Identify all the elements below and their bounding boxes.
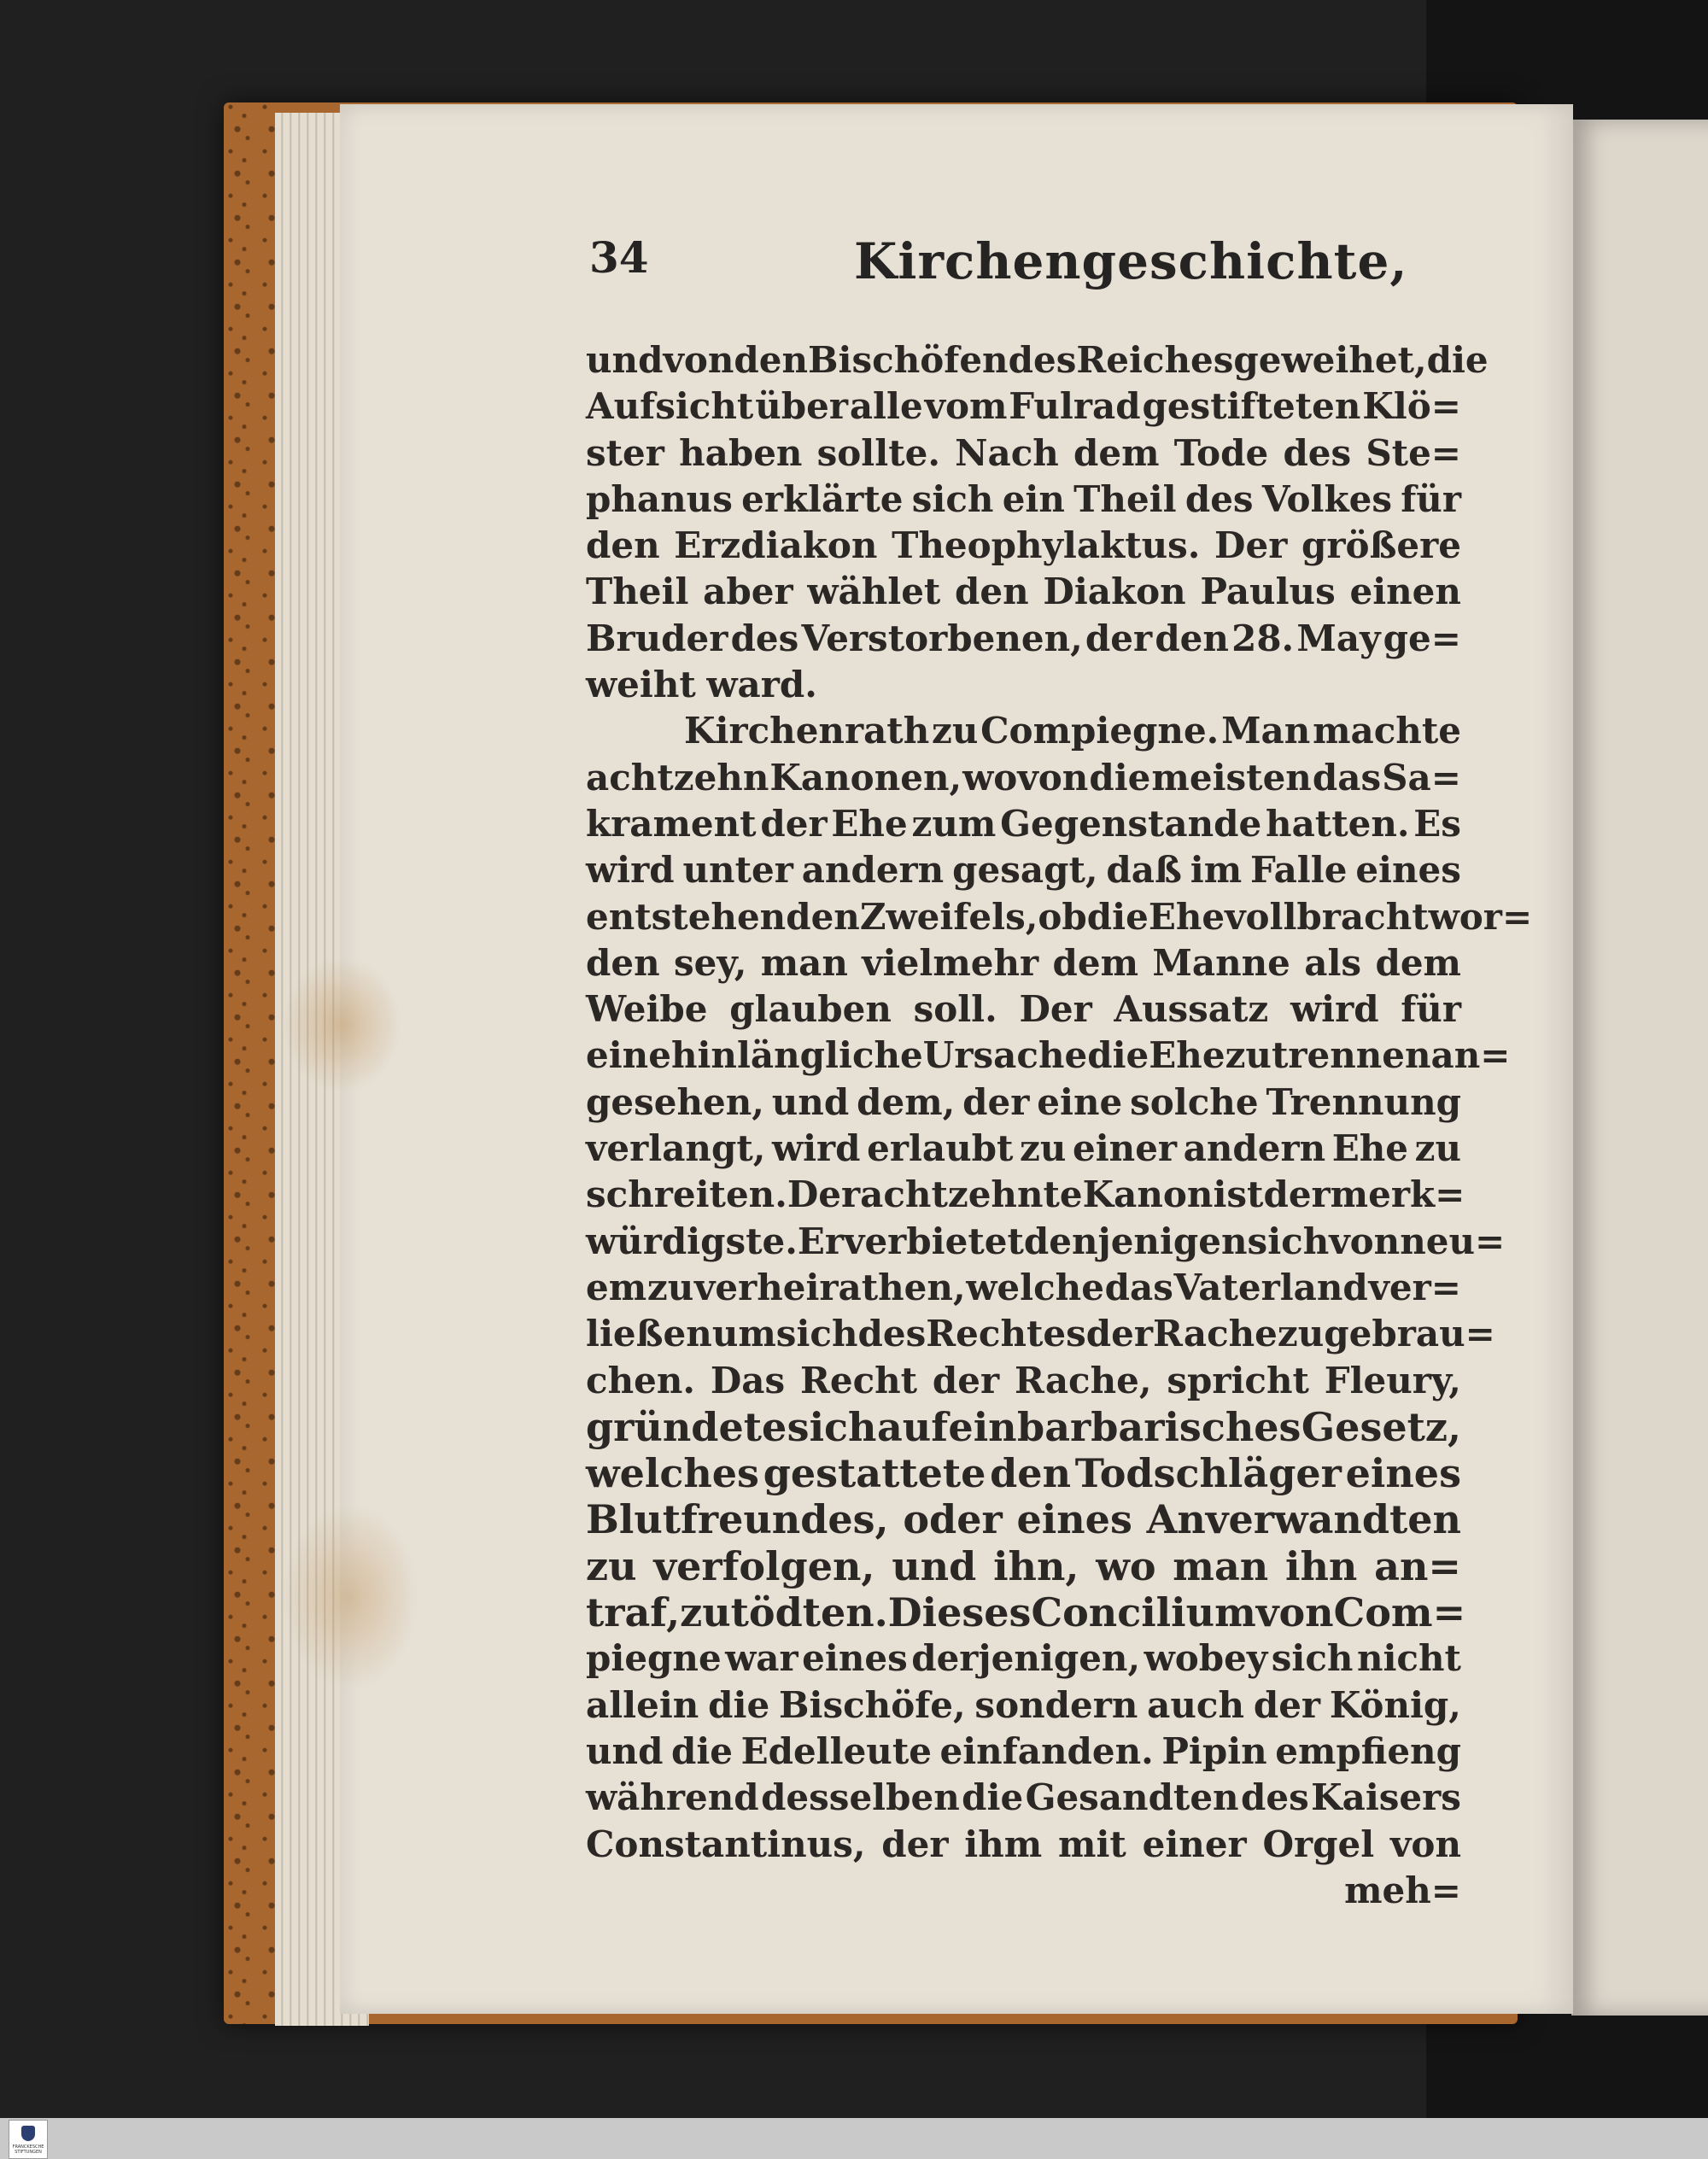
word: zu xyxy=(1414,1127,1461,1170)
text-line xyxy=(586,986,1461,1033)
word: merk= xyxy=(1330,1173,1465,1216)
word: einer xyxy=(1073,1127,1178,1170)
word: tödten. xyxy=(730,1589,888,1636)
word: weiht xyxy=(586,664,696,706)
word: Verstorbenen, xyxy=(801,617,1083,659)
word: ob xyxy=(1038,895,1087,938)
word: für xyxy=(1401,988,1461,1031)
word: das xyxy=(1312,756,1382,799)
page-stain xyxy=(282,957,401,1093)
text-line xyxy=(586,1635,1461,1682)
word: Anverwandten xyxy=(1146,1496,1461,1543)
text-line xyxy=(586,1404,1461,1450)
word: ihm xyxy=(964,1823,1043,1865)
word: gestattete xyxy=(763,1450,986,1497)
word: die xyxy=(1087,1034,1149,1077)
word: Manne xyxy=(1152,941,1290,984)
word: eines xyxy=(1345,1450,1461,1497)
word: ihn xyxy=(1285,1542,1358,1589)
logo-caption: FRANCKESCHE STIFTUNGEN xyxy=(12,2144,44,2155)
page-number: 34 xyxy=(589,232,649,283)
text-line xyxy=(586,1729,1461,1775)
text-line xyxy=(586,940,1461,986)
word: solche xyxy=(1130,1080,1259,1123)
page-stain xyxy=(282,1503,418,1691)
word: meisten xyxy=(1151,756,1312,799)
word: zu xyxy=(1277,1313,1325,1355)
word: dem xyxy=(1073,431,1160,474)
text-line xyxy=(586,477,1461,523)
word: barbarisches xyxy=(1017,1403,1301,1450)
text-line xyxy=(586,708,1461,754)
word: Recht xyxy=(799,1359,918,1401)
word: alle xyxy=(849,385,923,428)
word: gesagt, xyxy=(952,849,1098,892)
catchword: meh= xyxy=(1344,1869,1461,1911)
text-line xyxy=(586,847,1461,893)
word: Kaisers xyxy=(1311,1776,1461,1819)
word: Ehe xyxy=(1149,1034,1225,1077)
word: traf, xyxy=(586,1589,681,1636)
word: und xyxy=(892,1542,977,1589)
word: eines xyxy=(802,1637,908,1680)
word: die xyxy=(1426,339,1489,381)
word: den xyxy=(734,339,809,381)
word: Rechtes xyxy=(926,1313,1086,1355)
word: sich xyxy=(775,1313,858,1355)
word: hinlängliche xyxy=(670,1034,923,1077)
word: den xyxy=(1155,617,1229,659)
word: derjenigen, xyxy=(911,1637,1141,1680)
word: der xyxy=(1253,1683,1321,1726)
word: dem xyxy=(1375,941,1461,984)
word: auch xyxy=(1147,1683,1245,1726)
word: Fleury, xyxy=(1324,1359,1461,1401)
word: Theil xyxy=(1073,477,1177,520)
word: Das xyxy=(710,1359,786,1401)
word: wo xyxy=(1096,1542,1156,1589)
word: machte xyxy=(1313,710,1461,752)
word: ist xyxy=(1213,1173,1264,1216)
word: die xyxy=(1086,895,1149,938)
text-line xyxy=(586,1172,1465,1218)
word: dem, xyxy=(857,1080,956,1123)
word: Edelleute xyxy=(740,1729,932,1772)
text-line xyxy=(586,894,1533,940)
word: Constantinus, xyxy=(586,1823,866,1865)
word: sollte. xyxy=(816,431,940,474)
word: Rache, xyxy=(1014,1359,1152,1401)
word: wobey xyxy=(1144,1637,1268,1680)
word: Bischöfe, xyxy=(778,1683,966,1726)
viewer-bottom-bar xyxy=(0,2118,1708,2159)
word: Paulus xyxy=(1200,570,1336,613)
word: achtzehnte xyxy=(860,1173,1083,1216)
word: von xyxy=(1390,1823,1461,1865)
word: wor= xyxy=(1428,895,1533,938)
text-line xyxy=(586,1311,1495,1357)
word: ster xyxy=(586,431,664,474)
body-text xyxy=(586,337,1533,1914)
word: Bruder xyxy=(586,617,728,659)
word: Ehe xyxy=(831,802,908,845)
word: vollbracht xyxy=(1225,895,1429,938)
word: wird xyxy=(771,1127,861,1170)
word: Ursache xyxy=(922,1034,1088,1077)
word: unter xyxy=(682,849,793,892)
text-line xyxy=(586,569,1461,615)
word: geweihet, xyxy=(1233,339,1427,381)
word: Orgel xyxy=(1262,1823,1375,1865)
word: während xyxy=(586,1776,759,1819)
word: die xyxy=(708,1683,770,1726)
word: gebrau= xyxy=(1324,1313,1495,1355)
word: eines xyxy=(1355,849,1461,892)
word: der xyxy=(1263,1173,1331,1216)
word: allein xyxy=(586,1683,699,1726)
word: Aussatz xyxy=(1114,988,1269,1031)
word: auf xyxy=(876,1403,948,1450)
word: sich xyxy=(911,477,994,520)
word: von xyxy=(1255,1589,1334,1636)
text-line xyxy=(586,1358,1461,1404)
word: Weibe xyxy=(586,988,708,1031)
word: welches xyxy=(586,1450,759,1497)
word: des xyxy=(1240,1776,1309,1819)
word: oder xyxy=(903,1496,1003,1543)
word: trennen xyxy=(1271,1034,1431,1077)
word: Ste= xyxy=(1366,431,1461,474)
word: verbietet xyxy=(844,1220,1024,1262)
word: man xyxy=(760,941,848,984)
text-line xyxy=(586,1080,1461,1126)
word: von xyxy=(1329,1220,1401,1262)
word: May xyxy=(1296,617,1381,659)
word: sich xyxy=(787,1403,877,1450)
word: zu xyxy=(1020,1127,1067,1170)
word: sich xyxy=(1247,1220,1330,1262)
word: sich xyxy=(1271,1637,1354,1680)
word: Bischöfen xyxy=(808,339,1009,381)
word: Theil xyxy=(586,570,689,613)
word: der xyxy=(760,802,828,845)
word: empfieng xyxy=(1275,1729,1461,1772)
word: und xyxy=(771,1080,850,1123)
word: man xyxy=(1173,1542,1269,1589)
word: des xyxy=(1008,339,1077,381)
word: zum xyxy=(911,802,997,845)
word: und xyxy=(586,339,664,381)
word: um xyxy=(711,1313,776,1355)
word: em xyxy=(586,1266,647,1308)
word: den xyxy=(955,570,1029,613)
word: war xyxy=(725,1637,798,1680)
text-line xyxy=(586,1126,1461,1172)
text-line xyxy=(586,1219,1506,1265)
word: verfolgen, xyxy=(653,1542,875,1589)
word: und xyxy=(586,1729,664,1772)
word: phanus xyxy=(586,477,733,520)
word: des xyxy=(1184,477,1254,520)
word: des xyxy=(1283,431,1352,474)
word: Kanon xyxy=(1082,1173,1214,1216)
word: Tode xyxy=(1173,431,1269,474)
word: einen xyxy=(1349,570,1461,613)
word: von xyxy=(663,339,734,381)
word: des xyxy=(730,617,799,659)
word: die xyxy=(670,1729,734,1772)
word: Ehe xyxy=(1331,1127,1409,1170)
word: größere xyxy=(1301,524,1461,567)
text-line xyxy=(586,383,1461,430)
word: Kanonen, xyxy=(769,756,962,799)
word: ein xyxy=(948,1403,1017,1450)
word: Es xyxy=(1413,802,1461,845)
crest-icon xyxy=(21,2126,35,2141)
word: Rache xyxy=(1152,1313,1278,1355)
word: Gegenstande xyxy=(1000,802,1262,845)
word: ihn, xyxy=(993,1542,1079,1589)
word: König, xyxy=(1329,1683,1461,1726)
word: einfanden. xyxy=(939,1729,1154,1772)
text-line xyxy=(586,662,1461,708)
word: andern xyxy=(1183,1127,1326,1170)
word: Concilium xyxy=(1031,1589,1256,1636)
word: Falle xyxy=(1250,849,1348,892)
word: Reiches xyxy=(1076,339,1234,381)
word: welche xyxy=(966,1266,1104,1308)
text-line xyxy=(586,1822,1461,1868)
word: nicht xyxy=(1356,1637,1461,1680)
word: daß xyxy=(1106,849,1182,892)
word: als xyxy=(1304,941,1362,984)
word: glauben xyxy=(729,988,892,1031)
word: Compiegne. xyxy=(980,710,1220,752)
word: vielmehr xyxy=(862,941,1039,984)
word: für xyxy=(1401,477,1461,520)
page-header xyxy=(589,232,1408,309)
word: wovon xyxy=(962,756,1089,799)
word: gestifteten xyxy=(1142,385,1361,428)
word: aber xyxy=(703,570,793,613)
word: Der xyxy=(787,1173,861,1216)
word: ge= xyxy=(1383,617,1461,659)
word: entstehenden xyxy=(586,895,860,938)
word: spricht xyxy=(1167,1359,1309,1401)
word: ein xyxy=(1002,477,1065,520)
word: das xyxy=(1104,1266,1173,1308)
text-line xyxy=(586,1033,1511,1079)
text-line xyxy=(586,755,1461,801)
word: chen. xyxy=(586,1359,695,1401)
word: denjenigen xyxy=(1023,1220,1248,1262)
word: der xyxy=(881,1823,949,1865)
text-line xyxy=(586,1450,1461,1496)
word: Dieses xyxy=(887,1589,1032,1636)
word: desselben xyxy=(761,1776,960,1819)
word: einer xyxy=(1142,1823,1247,1865)
word: Vaterland xyxy=(1173,1266,1368,1308)
word: neu= xyxy=(1400,1220,1506,1262)
word: Com= xyxy=(1333,1589,1466,1636)
text-line xyxy=(586,1543,1461,1589)
word: sondern xyxy=(974,1683,1138,1726)
word: sey, xyxy=(673,941,747,984)
text-line xyxy=(586,1682,1461,1729)
word: erlaubt xyxy=(867,1127,1014,1170)
word: im xyxy=(1190,849,1243,892)
word: zu xyxy=(931,710,979,752)
word: der xyxy=(962,1080,1030,1123)
word: der xyxy=(932,1359,1000,1401)
word: hatten. xyxy=(1266,802,1410,845)
word: Erzdiakon xyxy=(674,524,878,567)
text-line xyxy=(586,523,1461,569)
word: zu xyxy=(646,1266,694,1308)
word: gründete xyxy=(586,1403,787,1450)
word: Man xyxy=(1221,710,1311,752)
word: zu xyxy=(680,1589,731,1636)
word: gesehen, xyxy=(586,1080,764,1123)
word: Nach xyxy=(955,431,1059,474)
word: eine xyxy=(1037,1080,1123,1123)
word: der xyxy=(1085,1313,1153,1355)
word: piegne xyxy=(586,1637,722,1680)
word: ward. xyxy=(706,664,817,706)
word: Kirchenrath xyxy=(684,710,930,752)
word: Aufsicht xyxy=(586,385,754,428)
word: Der xyxy=(1019,988,1092,1031)
catchword-line xyxy=(586,1868,1461,1914)
text-line xyxy=(586,1775,1461,1821)
word: eine xyxy=(586,1034,671,1077)
text-line xyxy=(586,430,1461,477)
word: wählet xyxy=(807,570,941,613)
word: den xyxy=(586,524,660,567)
word: krament xyxy=(586,802,757,845)
word: an= xyxy=(1430,1034,1511,1077)
word: Der xyxy=(1214,524,1288,567)
word: würdigste. xyxy=(586,1220,798,1262)
library-logo[interactable] xyxy=(9,2120,48,2159)
word: mit xyxy=(1058,1823,1126,1865)
word: Gesandten xyxy=(1025,1776,1239,1819)
word: verheirathen, xyxy=(693,1266,966,1308)
word: über xyxy=(755,385,848,428)
word: Er xyxy=(797,1220,845,1262)
word: Fulrad xyxy=(1009,385,1141,428)
word: des xyxy=(857,1313,927,1355)
word: an= xyxy=(1374,1542,1461,1589)
text-line xyxy=(586,616,1461,662)
word: der xyxy=(1085,617,1153,659)
word: ließen xyxy=(586,1313,712,1355)
word: eines xyxy=(1016,1496,1132,1543)
word: zu xyxy=(586,1542,637,1589)
word: Gesetz, xyxy=(1301,1403,1461,1450)
text-line xyxy=(586,1589,1466,1636)
word: erklärte xyxy=(741,477,904,520)
word: zu xyxy=(1225,1034,1272,1077)
text-line xyxy=(586,1496,1461,1542)
word: achtzehn xyxy=(586,756,769,799)
word: Volkes xyxy=(1261,477,1392,520)
word: den xyxy=(586,941,660,984)
word: die xyxy=(1089,756,1151,799)
word: andern xyxy=(801,849,945,892)
word: Pipin xyxy=(1161,1729,1267,1772)
word: Sa= xyxy=(1382,756,1461,799)
word: den xyxy=(990,1450,1072,1497)
word: Theophylaktus. xyxy=(892,524,1201,567)
text-line xyxy=(586,1265,1461,1311)
word: wird xyxy=(1290,988,1379,1031)
word: Todschläger xyxy=(1074,1450,1342,1497)
word: 28. xyxy=(1231,617,1295,659)
word: die xyxy=(962,1776,1024,1819)
word: Diakon xyxy=(1043,570,1186,613)
word: soll. xyxy=(913,988,997,1031)
word: Klö= xyxy=(1362,385,1461,428)
word: Blutfreundes, xyxy=(586,1496,889,1543)
word: schreiten. xyxy=(586,1173,787,1216)
facing-page-edge xyxy=(1571,120,1708,2016)
word: vom xyxy=(924,385,1008,428)
word: ver= xyxy=(1368,1266,1461,1308)
text-line xyxy=(586,337,1489,383)
word: Zweifels, xyxy=(859,895,1038,938)
word: verlangt, xyxy=(586,1127,766,1170)
word: wird xyxy=(586,849,675,892)
word: dem xyxy=(1052,941,1139,984)
word: Ehe xyxy=(1148,895,1225,938)
text-line xyxy=(586,801,1461,847)
running-title: Kirchengeschichte, xyxy=(854,232,1408,290)
word: Trennung xyxy=(1266,1080,1461,1123)
word: haben xyxy=(679,431,803,474)
